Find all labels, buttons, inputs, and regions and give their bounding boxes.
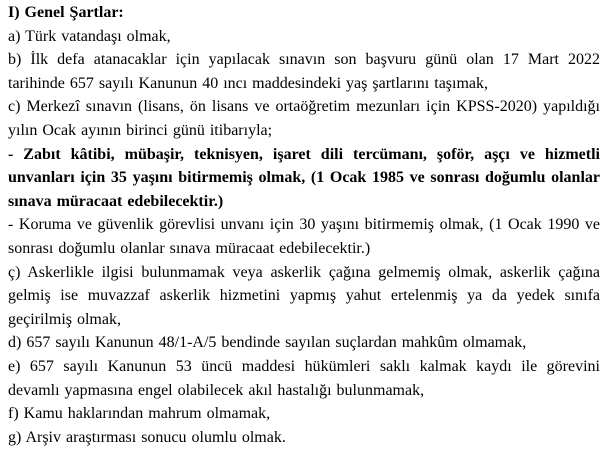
clause-e-akil-hastaligi: e) 657 sayılı Kanunun 53 üncü maddesi hükümleri saklı kalmak kaydı ile görevini devamlı yapmasına engel olabilecek akıl hastalığı bulunmamak, — [8, 357, 600, 399]
clause-f-kamu-haklari: f) Kamu haklarından mahrum olmamak, — [8, 405, 271, 423]
clause-c-cedilla-askerlik: ç) Askerlikle ilgisi bulunmamak veya askerlik çağına gelmemiş olmak, askerlik çağına gelmiş ise muvazzaf askerlik hizmetini yapmış yahut ertelenmiş ya da yedek sınıfa geçirilmiş olmak, — [8, 263, 600, 328]
clause-c-merkezi-sinav: c) Merkezî sınavın (lisans, ön lisans ve ortaöğretim mezunları için KPSS-2020) yapıldığı yılın Ocak ayının birinci günü itibarıyla; — [8, 98, 600, 139]
clause-d-mahkum-olmamak: d) 657 sayılı Kanunun 48/1-A/5 bendinde sayılan suçlardan mahkûm olmamak, — [8, 334, 527, 352]
clause-dash-koruma-guvenlik-30-yas: - Koruma ve güvenlik görevlisi unvanı için 30 yaşını bitirmemiş olmak, (1 Ocak 1990 ve sonrası doğumlu olanlar sınava müracaat edebilecektir.) — [8, 216, 600, 257]
section-heading-genel-sartlar: I) Genel Şartlar: — [8, 4, 124, 21]
clause-b-yas-sartlari: b) İlk defa atanacaklar için yapılacak sınavın son başvuru günü olan 17 Mart 2022 tarihinde 657 sayılı Kanunun 40 ıncı maddesindeki yaş şartlarını taşımak, — [8, 51, 600, 92]
clause-a-turk-vatandasi: a) Türk vatandaşı olmak, — [8, 27, 171, 45]
clause-g-arsiv-arastirmasi: g) Arşiv araştırması sonucu olumlu olmak. — [8, 428, 286, 446]
clause-dash-zabit-katibi-35-yas: - Zabıt kâtibi, mübaşir, teknisyen, işaret dili tercümanı, şoför, aşçı ve hizmetli unvanları için 35 yaşını bitirmemiş olmak, (1 Ocak 1985 ve sonrası doğumlu olanlar sınava müracaat edebilecektir.) — [8, 145, 600, 210]
